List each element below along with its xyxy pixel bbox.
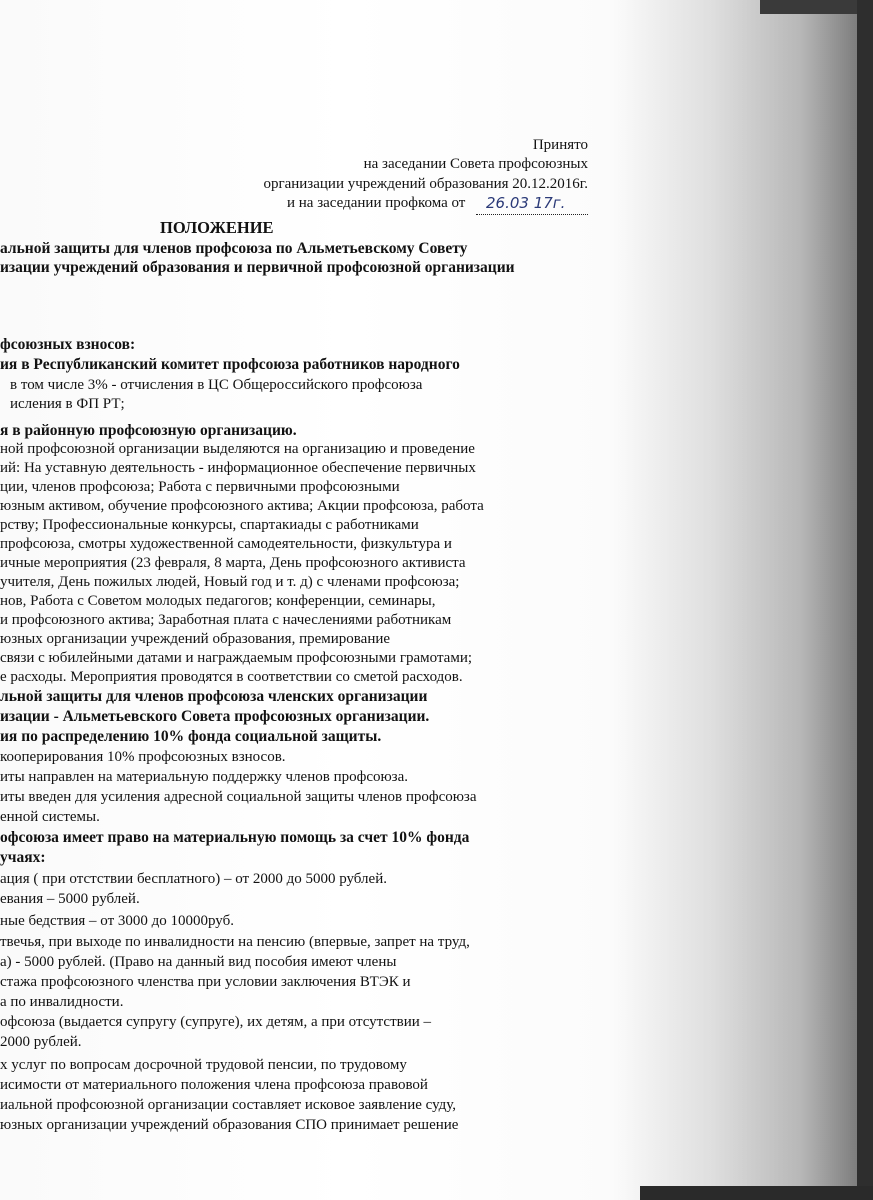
- body-line: исимости от материального положения члена профсоюза правовой: [0, 1077, 428, 1093]
- body-line: иты направлен на материальную поддержку членов профсоюза.: [0, 769, 409, 785]
- body-line: юзных организации учреждений образования, премирование: [0, 631, 391, 647]
- body-line: профсоюза, смотры художественной самодеятельности, физкультура и: [0, 536, 452, 552]
- body-line: учителя, День пожилых людей, Новый год и т. д) с членами профсоюза;: [0, 574, 460, 590]
- body-line: ия по распределению 10% фонда социальной защиты.: [0, 728, 382, 745]
- body-line: иты введен для усиления адресной социальной защиты членов профсоюза: [0, 789, 477, 805]
- body-line: и профсоюзного актива; Заработная плата с начеслениями работникам: [0, 612, 452, 628]
- document-title: ПОЛОЖЕНИЕ: [160, 218, 274, 237]
- body-line: 2000 рублей.: [0, 1034, 82, 1050]
- document-subtitle-1: альной защиты для членов профсоюза по Альметьевскому Совету: [0, 240, 468, 257]
- body-line: а) - 5000 рублей. (Право на данный вид пособия имеют члены: [0, 954, 397, 970]
- approval-line-1: Принято: [532, 137, 588, 153]
- body-line: юзным активом, обучение профсоюзного актива; Акции профсоюза, работа: [0, 498, 484, 514]
- body-line: иальной профсоюзной организации составляет исковое заявление суду,: [0, 1097, 457, 1113]
- body-line: енной системы.: [0, 809, 100, 825]
- approval-line-4: и на заседании профкома от: [287, 195, 466, 211]
- document-subtitle-2: изации учреждений образования и первичной профсоюзной организации: [0, 259, 515, 276]
- signature-line: [476, 214, 588, 215]
- body-line: ия в Республиканский комитет профсоюза работников народного: [0, 356, 460, 373]
- body-line: в том числе 3% - отчисления в ЦС Общероссийского профсоюза: [10, 377, 423, 393]
- body-line: твечья, при выходе по инвалидности на пенсию (впервые, запрет на труд,: [0, 934, 470, 950]
- body-line: е расходы. Мероприятия проводятся в соответствии со сметой расходов.: [0, 669, 463, 685]
- scan-edge-bottom: [640, 1186, 873, 1200]
- body-line: ной профсоюзной организации выделяются на организацию и проведение: [0, 441, 475, 457]
- handwritten-date: 26.03 17г.: [486, 194, 566, 212]
- body-line: связи с юбилейными датами и награждаемым профсоюзными грамотами;: [0, 650, 473, 666]
- body-line: офсоюза (выдается супругу (супруге), их детям, а при отсутствии –: [0, 1014, 432, 1030]
- scan-shadow: [613, 0, 873, 1200]
- approval-line-2: на заседании Совета профсоюзных: [363, 156, 588, 172]
- scan-edge-right: [857, 0, 873, 1200]
- approval-line-3: организации учреждений образования 20.12.2016г.: [263, 176, 588, 192]
- body-line: офсоюза имеет право на материальную помощь за счет 10% фонда: [0, 829, 470, 846]
- body-line: нов, Работа с Советом молодых педагогов; конференции, семинары,: [0, 593, 436, 609]
- body-line: стажа профсоюзного членства при условии заключения ВТЭК и: [0, 974, 411, 990]
- body-line: ции, членов профсоюза; Работа с первичными профсоюзными: [0, 479, 400, 495]
- body-line: ий: На уставную деятельность - информационное обеспечение первичных: [0, 460, 476, 476]
- body-line: ные бедствия – от 3000 до 10000руб.: [0, 913, 234, 929]
- body-line: рству; Профессиональные конкурсы, спартакиады с работниками: [0, 517, 419, 533]
- body-line: фсоюзных взносов:: [0, 336, 136, 353]
- body-line: учаях:: [0, 849, 46, 866]
- body-line: льной защиты для членов профсоюза членских организации: [0, 688, 428, 705]
- body-line: кооперирования 10% профсоюзных взносов.: [0, 749, 286, 765]
- body-line: ация ( при отстствии бесплатного) – от 2000 до 5000 рублей.: [0, 871, 387, 887]
- body-line: евания – 5000 рублей.: [0, 891, 140, 907]
- body-line: х услуг по вопросам досрочной трудовой пенсии, по трудовому: [0, 1057, 407, 1073]
- body-line: я в районную профсоюзную организацию.: [0, 422, 297, 439]
- body-line: юзных организации учреждений образования СПО принимает решение: [0, 1117, 459, 1133]
- body-line: ичные мероприятия (23 февраля, 8 марта, День профсоюзного активиста: [0, 555, 466, 571]
- body-line: а по инвалидности.: [0, 994, 124, 1010]
- body-line: исления в ФП РТ;: [10, 396, 125, 412]
- body-line: изации - Альметьевского Совета профсоюзных организации.: [0, 708, 430, 725]
